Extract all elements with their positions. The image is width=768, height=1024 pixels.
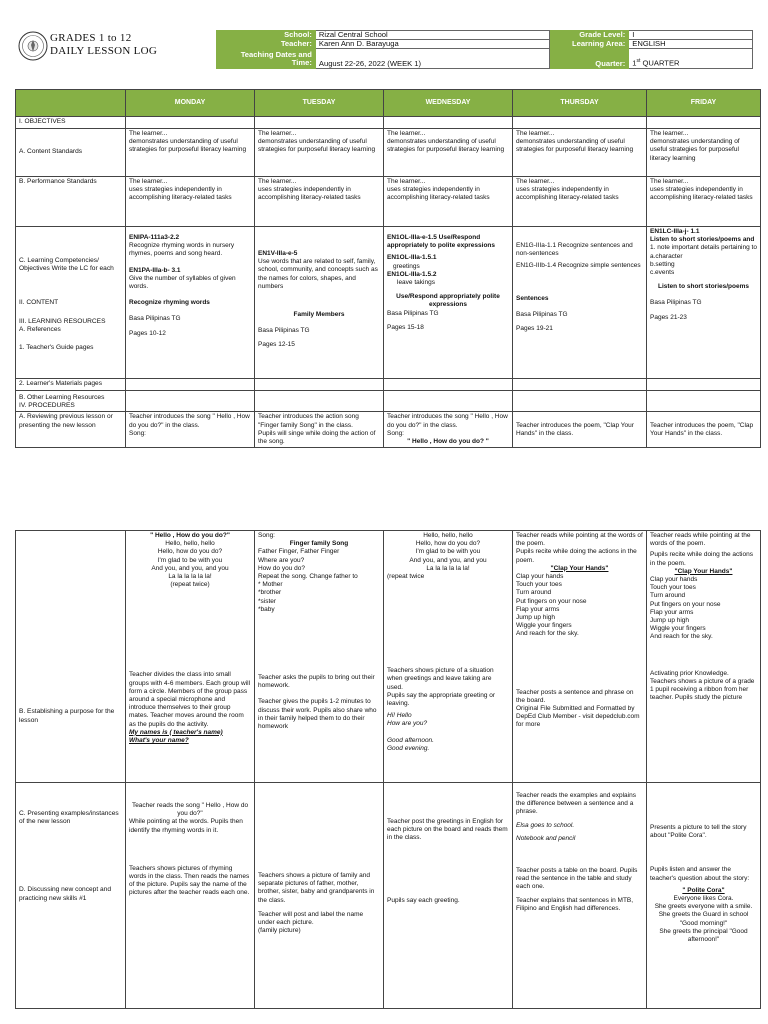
fri-lc-events: c.events bbox=[650, 269, 675, 277]
area-label: Learning Area: bbox=[550, 40, 629, 49]
quarter-rest: QUARTER bbox=[640, 59, 680, 68]
thu-present-text: Teacher reads the examples and explains the difference between a sentence and a phrase. bbox=[516, 792, 636, 816]
wed-greeting: How are you? bbox=[387, 720, 428, 728]
fri-present-text: Presents a picture to tell the story about "Polite Cora". bbox=[650, 824, 747, 840]
tg-label: 1. Teacher's Guide pages bbox=[19, 344, 94, 352]
day-header-wednesday: WEDNESDAY bbox=[384, 90, 513, 117]
fri-present-discuss bbox=[647, 783, 761, 1009]
learner-text: The learner... bbox=[650, 178, 689, 185]
fri-review: Teacher introduces the poem, "Clap Your Hands" in the class. bbox=[647, 412, 761, 448]
tue-review bbox=[255, 412, 384, 448]
mon-song-line: Hello, how do you do? bbox=[157, 548, 223, 556]
thu-purpose-text: Teacher posts a sentence and phrase on the board. bbox=[516, 688, 634, 704]
mon-song-title: " Hello , How do you do?" bbox=[150, 532, 230, 539]
thu-tg: Basa Pilipinas TG bbox=[516, 310, 568, 318]
learner-text: The learner... bbox=[516, 178, 555, 185]
wed-song-line: La la la la la la! bbox=[426, 564, 470, 572]
tue-review-text: Teacher introduces the action song "Finger family Song" in the class. bbox=[258, 413, 359, 429]
tue-present-discuss bbox=[255, 783, 384, 1009]
dates-value: August 22-26, 2022 (WEEK 1) bbox=[315, 49, 549, 69]
learner-text: The learner... bbox=[258, 130, 297, 137]
fri-content: Listen to short stories/poems bbox=[657, 283, 750, 291]
deped-seal-icon bbox=[18, 31, 48, 61]
thu-content: Sentences bbox=[516, 294, 549, 302]
other-resources-label: B. Other Learning Resources bbox=[19, 394, 105, 401]
thu-poem-line: Wiggle your fingers bbox=[516, 622, 572, 630]
learner-text: The learner... bbox=[650, 130, 689, 137]
wed-purpose bbox=[384, 531, 513, 783]
resources-label: III. LEARNING RESOURCES bbox=[19, 317, 106, 325]
wed-discuss-text: Pupils say each greeting. bbox=[387, 896, 460, 904]
cs-text: demonstrates understanding of useful strategies for purposeful literacy learning bbox=[129, 138, 247, 154]
thu-example-1: Elsa goes to school. bbox=[516, 821, 575, 829]
row-learners-materials: 2. Learner's Materials pages bbox=[16, 379, 126, 391]
fri-story-line: Everyone likes Cora. bbox=[673, 895, 734, 903]
fri-poem-intro: Teacher reads while pointing at the words of the poem. bbox=[650, 532, 751, 548]
wed-lc-main: EN1OL-IIIa-e-1.5 Use/Respond appropriately to polite expressions bbox=[387, 234, 495, 250]
fri-lc-character: a.character bbox=[650, 252, 683, 260]
fri-lc-code: EN1LC-IIIa-j- 1.1 bbox=[650, 228, 700, 235]
wed-present-discuss bbox=[384, 783, 513, 1009]
row-competencies bbox=[16, 227, 126, 379]
learner-text: The learner... bbox=[387, 130, 426, 137]
wed-song-line: I'm glad to be with you bbox=[415, 548, 481, 556]
mon-lc-code-1: ENIPA-111a3-2.2 bbox=[129, 234, 180, 241]
corner-header bbox=[16, 90, 126, 117]
tue-lc-code: EN1V-IIIa-e-5 bbox=[258, 250, 298, 257]
fri-poem-line: Clap your hands bbox=[650, 576, 698, 584]
dates-label-line2: Time: bbox=[291, 57, 312, 67]
ps-text: uses strategies independently in accomplishing literacy-related tasks bbox=[129, 186, 232, 202]
fri-poem-line: And reach for the sky. bbox=[650, 633, 713, 641]
mon-song-repeat: (repeat twice) bbox=[170, 581, 210, 589]
tue-song-line: * Mother bbox=[258, 581, 283, 589]
mon-song-line: La la la la la la! bbox=[168, 573, 212, 581]
fri-story-line: She greets the principal "Good afternoon!" bbox=[659, 927, 748, 944]
wed-song-line: And you, and you, and you bbox=[409, 556, 487, 564]
tue-discuss-text: Teachers shows a picture of family and separate pictures of father, mother, brother, sister, baby and grandparents in the class. bbox=[258, 872, 375, 904]
title-line-2: DAILY LESSON LOG bbox=[50, 45, 158, 57]
mon-purpose-prompt-2: What's your name? bbox=[129, 737, 189, 745]
school-label: School: bbox=[217, 31, 316, 40]
day-header-friday: FRIDAY bbox=[647, 90, 761, 117]
dates-label-line1: Teaching Dates and bbox=[240, 49, 312, 59]
thu-competencies bbox=[513, 227, 647, 379]
thu-lc-2: EN1G-IIIb-1.4 Recognize simple sentences bbox=[516, 262, 641, 270]
thu-discuss-text-2: Teacher explains that sentences in MTB, Filipino and English had differences. bbox=[516, 896, 634, 912]
thu-poem-line: Flap your arms bbox=[516, 605, 560, 613]
tue-lc-text: Use words that are related to self, family, school, community, and concepts such as the names for colors, shapes, and numbers bbox=[258, 258, 378, 290]
quarter-num: 1 bbox=[632, 59, 637, 68]
wed-purpose-text-2: Pupils say the appropriate greeting or leaving. bbox=[387, 691, 496, 708]
fri-pages: Pages 21-23 bbox=[650, 313, 687, 321]
fri-purpose bbox=[647, 531, 761, 783]
fri-content-standard bbox=[647, 129, 761, 177]
wed-tg: Basa Pilipinas TG bbox=[387, 309, 439, 317]
thu-poem-line: Clap your hands bbox=[516, 573, 564, 581]
references-label: A. References bbox=[19, 325, 61, 333]
mon-review-text: Teacher introduces the song " Hello , How do you do?" in the class. bbox=[129, 413, 250, 429]
mon-purpose bbox=[126, 531, 255, 783]
tue-content: Family Members bbox=[293, 311, 345, 319]
thu-poem-line: And reach for the sky. bbox=[516, 630, 579, 638]
cs-text: demonstrates understanding of useful strategies for purposeful literacy learning bbox=[387, 138, 505, 154]
mon-song-line: Hello, hello, hello bbox=[165, 540, 215, 548]
wed-purpose-text: Teachers shows picture of a situation when greetings and leave taking are used. bbox=[387, 667, 494, 691]
thu-discuss-text: Teacher posts a table on the board. Pupils read the sentence in the table and study each one. bbox=[516, 867, 638, 891]
mon-present-text: Teacher reads the song " Hello , How do you do?" bbox=[131, 802, 249, 818]
fri-story-line: She greets everyone with a smile. bbox=[654, 903, 753, 911]
fri-competencies bbox=[647, 227, 761, 379]
day-header-tuesday: TUESDAY bbox=[255, 90, 384, 117]
learner-text: The learner... bbox=[516, 130, 555, 137]
thu-poem-line: Turn around bbox=[516, 589, 552, 597]
competencies-label: C. Learning Competencies/ Objectives Write the LC for each bbox=[19, 257, 114, 273]
mon-content: Recognize rhyming words bbox=[129, 299, 210, 307]
row-reviewing: A. Reviewing previous lesson or presenting the new lesson bbox=[16, 412, 126, 448]
mon-lc-text-1: Recognize rhyming words in nursery rhymes, poems and song heard. bbox=[129, 242, 235, 258]
tue-purpose-text-2: Teacher gives the pupils 1-2 minutes to discuss their work. Pupils also share who in their family helped them to do their homework bbox=[258, 698, 377, 731]
tue-song-line: Where are you? bbox=[258, 556, 305, 564]
wed-lc-code-1: EN1OL-IIIa-1.5.1 bbox=[387, 254, 437, 262]
row-performance-standards: B. Performance Standards bbox=[16, 177, 126, 227]
ps-text: uses strategies independently in accomplishing literacy-related tasks bbox=[387, 186, 490, 202]
tue-song-line: *baby bbox=[258, 605, 275, 613]
thu-purpose bbox=[513, 531, 647, 783]
tue-performance-standard bbox=[255, 177, 384, 227]
fri-poem-line: Flap your arms bbox=[650, 608, 694, 616]
tue-song-line: Father Finger, Father Finger bbox=[258, 548, 340, 556]
row-content-standards: A. Content Standards bbox=[16, 129, 126, 177]
row-objectives: I. OBJECTIVES bbox=[16, 117, 126, 129]
ps-text: uses strategies independently in accomplishing literacy-related tasks bbox=[258, 186, 361, 202]
wed-review-song: Song: bbox=[387, 429, 404, 437]
fri-purpose-text-2: Teachers shows a picture of a grade 1 pupil receiving a ribbon from her teacher. Pupils study the picture bbox=[650, 677, 755, 702]
thu-poem-intro-2: Pupils recite while doing the actions in the poem. bbox=[516, 548, 637, 564]
fri-lc-detail: 1. note important details pertaining to bbox=[650, 244, 757, 252]
thu-content-standard bbox=[513, 129, 647, 177]
cs-text: demonstrates understanding of useful strategies for purposeful literacy learning bbox=[258, 138, 376, 154]
wed-song-line: Hello, how do you do? bbox=[415, 540, 481, 548]
thu-poem-line: Put fingers on your nose bbox=[516, 597, 587, 605]
tue-family-picture: (family picture) bbox=[258, 927, 301, 935]
purpose-label: B. Establishing a purpose for the lesson bbox=[19, 708, 115, 724]
wed-content-standard bbox=[384, 129, 513, 177]
thu-lc-1: EN1G-IIIa-1.1 Recognize sentences and non-sentences bbox=[516, 242, 633, 258]
thu-poem-line: Jump up high bbox=[516, 614, 556, 622]
teacher-label: Teacher: bbox=[217, 40, 316, 49]
procedures-label: IV. PROCEDURES bbox=[19, 402, 75, 410]
learner-text: The learner... bbox=[129, 178, 168, 185]
thu-poem-line: Touch your toes bbox=[516, 581, 562, 589]
wed-content: Use/Respond appropriately polite expressions bbox=[396, 293, 500, 309]
mon-discuss-text: Teachers shows pictures of rhyming words in the class. Then reads the names of the picture. Pupils say the name of the pictures after the teacher reads each one. bbox=[129, 864, 250, 897]
fri-tg: Basa Pilipinas TG bbox=[650, 299, 702, 307]
tue-song-line: *sister bbox=[258, 597, 277, 605]
quarter-value bbox=[629, 49, 753, 69]
presenting-label: C. Presenting examples/instances of the new lesson bbox=[19, 810, 119, 826]
fri-story-title: " Polite Cora" bbox=[682, 886, 725, 894]
area-value: ENGLISH bbox=[629, 40, 753, 49]
thu-poem-intro: Teacher reads while pointing at the words of the poem. bbox=[516, 532, 643, 548]
row-presenting-discussing bbox=[16, 783, 126, 1009]
mon-lc-text-2: Give the number of syllables of given words. bbox=[129, 274, 236, 291]
wed-lc-sub-1: greetings bbox=[393, 262, 420, 270]
row-procedures-head bbox=[16, 391, 126, 412]
tue-song-line: *brother bbox=[258, 589, 282, 597]
thu-poem-title: "Clap Your Hands" bbox=[550, 564, 609, 572]
wed-song-line: Hello, hello, hello bbox=[423, 532, 473, 539]
dll-table-page-1 bbox=[15, 89, 761, 448]
ps-text: uses strategies independently in accomplishing literacy-related tasks bbox=[650, 186, 753, 202]
mon-present-text-2: While pointing at the words. Pupils then identify the rhyming words in it. bbox=[129, 818, 243, 834]
tue-purpose bbox=[255, 531, 384, 783]
mon-competencies bbox=[126, 227, 255, 379]
tue-tg: Basa Pilipinas TG bbox=[258, 327, 310, 335]
ps-text: uses strategies independently in accomplishing literacy-related tasks bbox=[516, 186, 619, 202]
tue-competencies bbox=[255, 227, 384, 379]
tue-song-label: Song: bbox=[258, 532, 275, 539]
tue-song-line: How do you do? bbox=[258, 564, 305, 572]
cs-text: demonstrates understanding of useful strategies for purposeful literacy learning bbox=[516, 138, 634, 154]
thu-watermark-text: Original File Submitted and Formatted by DepEd Club Member - visit depedclub.com for more bbox=[516, 705, 640, 729]
learner-text: The learner... bbox=[387, 178, 426, 185]
row-establishing-purpose bbox=[16, 531, 126, 783]
mon-present-discuss bbox=[126, 783, 255, 1009]
tue-review-text-2: Pupils will singe while doing the action of the song. bbox=[258, 429, 376, 446]
fri-purpose-text: Activating prior Knowledge. bbox=[650, 669, 729, 677]
wed-greeting: Good evening. bbox=[387, 744, 430, 752]
wed-present-text: Teacher post the greetings in English for each picture on the board and reads them in the class. bbox=[387, 818, 508, 842]
fri-poem-line: Put fingers on your nose bbox=[650, 600, 721, 608]
grade-value: I bbox=[629, 31, 753, 40]
wed-greeting: Good afternoon. bbox=[387, 736, 434, 744]
teacher-value: Karen Ann D. Barayuga bbox=[315, 40, 549, 49]
tue-song-line: Repeat the song. Change father to bbox=[258, 573, 358, 581]
tue-discuss-text-2: Teacher will post and label the name under each picture. bbox=[258, 910, 364, 927]
fri-poem-line: Jump up high bbox=[650, 617, 690, 625]
fri-story-line: She greets the Guard in school "Good morning!" bbox=[658, 911, 749, 927]
school-value: Rizal Central School bbox=[315, 31, 549, 40]
wed-greeting: Hi! Hello bbox=[387, 712, 412, 720]
mon-review-song: Song: bbox=[129, 429, 146, 437]
fri-performance-standard bbox=[647, 177, 761, 227]
mon-purpose-text: Teacher divides the class into small groups with 4-6 members. Each group will form a circle. Members of the group pass around a special microphone and introduce themselves to their group mates. Teacher moves around the room as the pupils do the activity. bbox=[129, 671, 251, 728]
fri-discuss-text: Pupils listen and answer the teacher's question about the story: bbox=[650, 866, 750, 882]
fri-poem-line: Touch your toes bbox=[650, 584, 696, 592]
thu-review: Teacher introduces the poem, "Clap Your Hands" in the class. bbox=[513, 412, 647, 448]
quarter-label: Quarter: bbox=[550, 49, 629, 69]
tue-song-title: Finger family Song bbox=[289, 540, 349, 548]
wed-lc-sub-2: leave takings bbox=[397, 279, 435, 287]
mon-tg: Basa Pilipinas TG bbox=[129, 315, 181, 323]
fri-poem-line: Wiggle your fingers bbox=[650, 625, 706, 633]
quarter-sup: st bbox=[636, 58, 641, 65]
fri-lc-setting: b.setting bbox=[650, 260, 675, 268]
fri-poem-intro-2: Pupils recite while doing the actions in the poem. bbox=[650, 551, 753, 567]
content-label: II. CONTENT bbox=[19, 299, 59, 307]
tue-pages: Pages 12-15 bbox=[258, 341, 295, 349]
mon-review bbox=[126, 412, 255, 448]
wed-review-song-title: " Hello , How do you do? " bbox=[407, 438, 489, 446]
mon-pages: Pages 10-12 bbox=[129, 329, 166, 337]
dll-table-page-2 bbox=[15, 530, 761, 1009]
dates-label bbox=[217, 49, 316, 69]
fri-poem-line: Turn around bbox=[650, 592, 686, 600]
document-title bbox=[50, 32, 157, 58]
title-line-1: GRADES 1 to 12 bbox=[50, 32, 132, 44]
mon-content-standard bbox=[126, 129, 255, 177]
discussing-label: D. Discussing new concept and practicing new skills #1 bbox=[19, 886, 111, 902]
mon-lc-code-2: EN1PA-IIIa-b- 3.1 bbox=[129, 266, 181, 274]
day-header-thursday: THURSDAY bbox=[513, 90, 647, 117]
thu-pages: Pages 19-21 bbox=[516, 325, 553, 333]
fri-poem-title: "Clap Your Hands" bbox=[674, 567, 733, 575]
tue-purpose-text-1: Teacher asks the pupils to bring out their homework. bbox=[258, 674, 375, 690]
wed-pages: Pages 15-18 bbox=[387, 323, 424, 331]
fri-lc-text: Listen to short stories/poems and bbox=[650, 236, 755, 244]
wed-review bbox=[384, 412, 513, 448]
wed-song-repeat: (repeat twice bbox=[387, 573, 425, 581]
mon-purpose-prompt-1: My names is ( teacher's name) bbox=[129, 728, 223, 736]
mon-song-line: And you, and you, and you bbox=[151, 564, 229, 572]
wed-performance-standard bbox=[384, 177, 513, 227]
lesson-info-table bbox=[216, 30, 753, 69]
learner-text: The learner... bbox=[258, 178, 297, 185]
thu-performance-standard bbox=[513, 177, 647, 227]
wed-lc-code-2: EN1OL-IIIa-1.5.2 bbox=[387, 270, 437, 278]
learner-text: The learner... bbox=[129, 130, 168, 137]
mon-song-line: I'm glad to be with you bbox=[157, 556, 223, 564]
cs-text: demonstrates understanding of useful strategies for purposeful literacy learning bbox=[650, 138, 740, 162]
wed-review-text: Teacher introduces the song " Hello , How do you do?" in the class. bbox=[387, 413, 508, 429]
tue-content-standard bbox=[255, 129, 384, 177]
mon-performance-standard bbox=[126, 177, 255, 227]
day-header-monday: MONDAY bbox=[126, 90, 255, 117]
wed-competencies bbox=[384, 227, 513, 379]
thu-example-2: Notebook and pencil bbox=[516, 834, 576, 842]
thu-present-discuss bbox=[513, 783, 647, 1009]
grade-label: Grade Level: bbox=[550, 31, 629, 40]
